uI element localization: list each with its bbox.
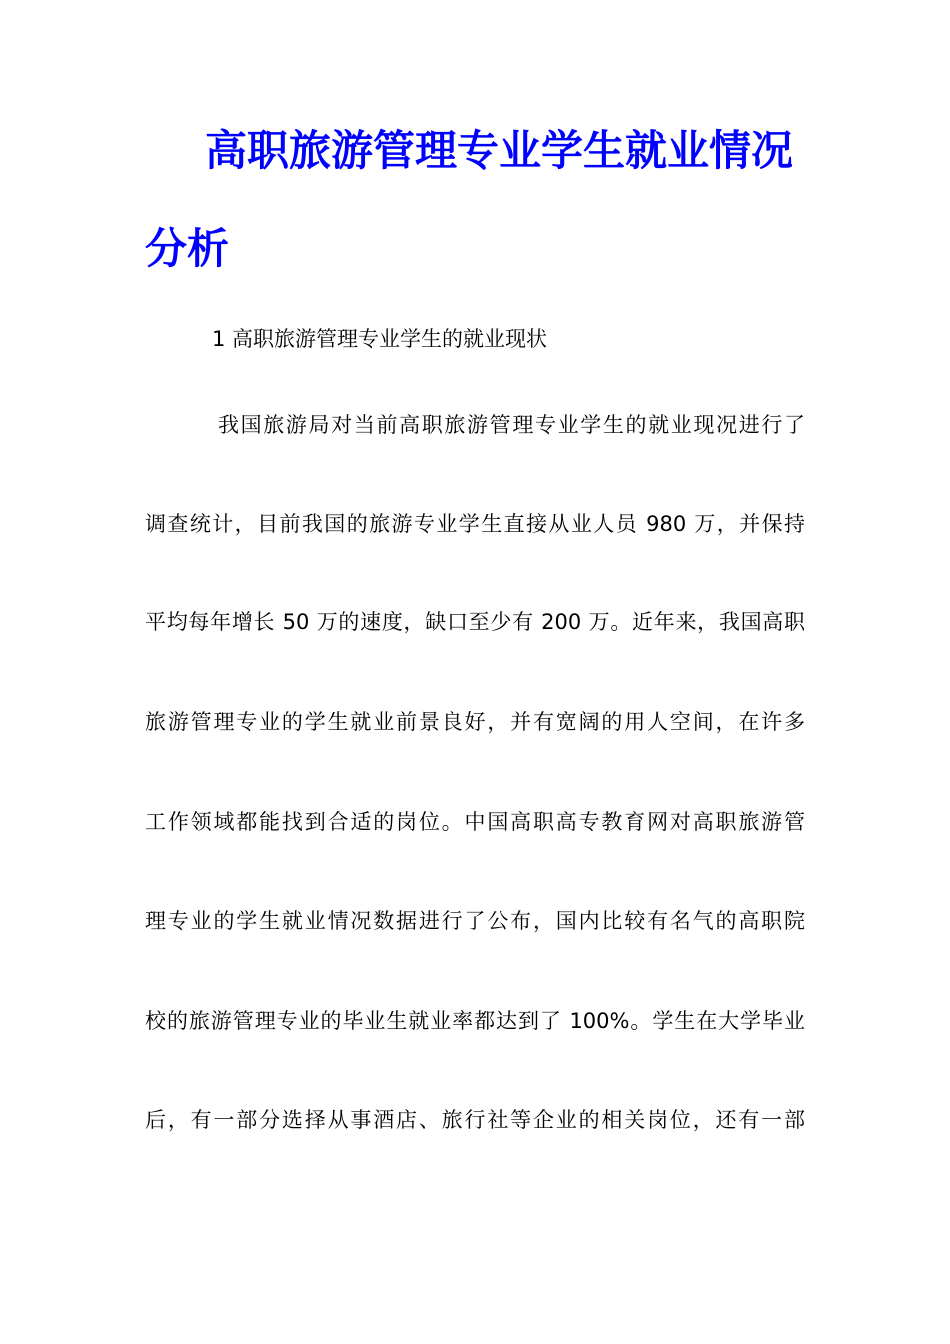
- paragraph-line-7: 校的旅游管理专业的毕业生就业率都达到了 100%。学生在大学毕业: [145, 1009, 805, 1033]
- paragraph-line-1: 我国旅游局对当前高职旅游管理专业学生的就业现况进行了: [218, 413, 805, 437]
- paragraph-line-5: 工作领域都能找到合适的岗位。中国高职高专教育网对高职旅游管: [145, 810, 805, 834]
- document-title-line-1: 高职旅游管理专业学生就业情况: [205, 126, 794, 175]
- paragraph-line-4: 旅游管理专业的学生就业前景良好，并有宽阔的用人空间，在许多: [145, 710, 805, 734]
- paragraph-line-6: 理专业的学生就业情况数据进行了公布，国内比较有名气的高职院: [145, 909, 805, 933]
- paragraph-line-3: 平均每年增长 50 万的速度，缺口至少有 200 万。近年来，我国高职: [145, 610, 805, 634]
- section-heading: 1 高职旅游管理专业学生的就业现状: [212, 327, 548, 351]
- paragraph-line-2: 调查统计，目前我国的旅游专业学生直接从业人员 980 万，并保持: [145, 512, 805, 536]
- document-title-line-2: 分析: [145, 224, 230, 273]
- paragraph-line-8: 后，有一部分选择从事酒店、旅行社等企业的相关岗位，还有一部: [145, 1108, 805, 1132]
